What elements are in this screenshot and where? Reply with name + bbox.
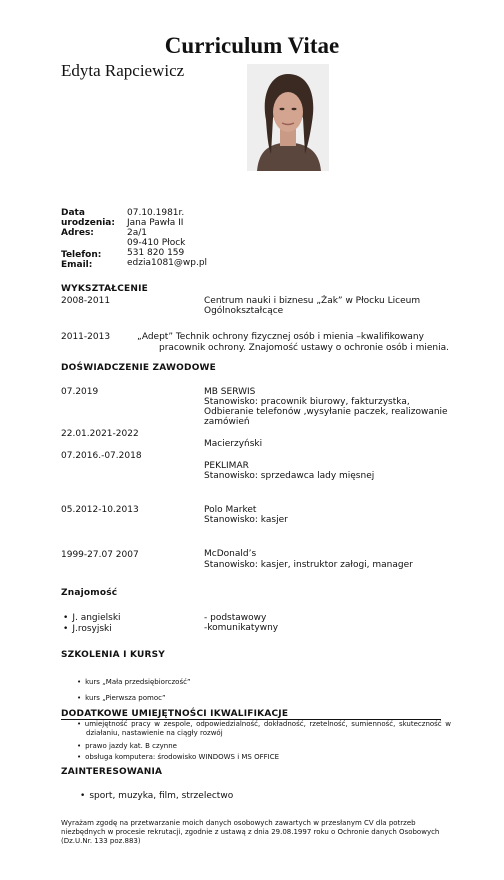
education-heading: WYKSZTAŁCENIE <box>61 284 148 294</box>
experience-line: Stanowisko: sprzedawca lady mięsnej <box>204 471 375 481</box>
experience-line: Stanowisko: pracownik biurowy, fakturzystka, <box>204 397 410 407</box>
language-level: -komunikatywny <box>204 623 279 633</box>
education-school: Centrum nauki i biznesu „Żak” w Płocku Liceum <box>204 296 421 306</box>
education-school: „Adept” Technik ochrony fizycznej osób i mienia –kwalifikowany <box>137 332 424 342</box>
experience-line: Odbieranie telefonów ,wysyłanie paczek, realizowanie <box>204 407 448 417</box>
experience-line: MB SERWIS <box>204 387 256 397</box>
profile-photo <box>247 64 329 171</box>
consent-line: Wyrażam zgodę na przetwarzanie moich danych osobowych zawartych w przesłanym CV dla potrzeb <box>61 819 416 827</box>
phone-label: Telefon: <box>61 250 102 260</box>
person-name: Edyta Rapciewicz <box>61 61 185 80</box>
interests-text: • sport, muzyka, film, strzelectwo <box>80 791 233 801</box>
language-name: • J.rosyjski <box>63 624 112 634</box>
address-line-3: 09-410 Płock <box>127 238 186 248</box>
education-period: 2008-2011 <box>61 296 111 306</box>
birth-date-label: Data <box>61 208 85 218</box>
consent-line: (Dz.U.Nr. 133 poz.883) <box>61 837 141 845</box>
experience-line: zamówień <box>204 417 250 427</box>
languages-heading: Znajomość <box>61 588 118 598</box>
experience-line: PEKLIMAR <box>204 461 249 471</box>
experience-period: 05.2012-10.2013 <box>61 505 139 515</box>
skills-heading: DODATKOWE UMIEJĘTNOŚCI IKWALIFIKACJE <box>61 709 441 720</box>
experience-line: McDonald’s <box>204 549 257 559</box>
phone-value: 531 820 159 <box>127 248 185 258</box>
language-name: • J. angielski <box>63 613 121 623</box>
education-school-cont: Ogólnokształcące <box>204 306 284 316</box>
email-label: Email: <box>61 260 93 270</box>
course-item: • kurs „Mała przedsiębiorczość” <box>77 678 191 687</box>
experience-period: 1999-27.07 2007 <box>61 550 139 560</box>
language-level: - podstawowy <box>204 613 267 623</box>
experience-line: Macierzyński <box>204 439 263 449</box>
address-line-1: Jana Pawła II <box>127 218 184 228</box>
skills-item <box>77 720 451 738</box>
courses-heading: SZKOLENIA I KURSY <box>61 650 166 660</box>
consent-line: niezbędnych w procesie rekrutacji, zgodnie z ustawą z dnia 29.08.1997 roku o Ochronie danych Osobowych <box>61 828 440 836</box>
experience-line: Polo Market <box>204 505 257 515</box>
address-line-2: 2a/1 <box>127 228 147 238</box>
experience-line: Stanowisko: kasjer <box>204 515 288 525</box>
email-value: edzia1081@wp.pl <box>127 258 208 268</box>
experience-period: 22.01.2021-2022 <box>61 429 139 439</box>
bullet-icon: • <box>77 720 82 728</box>
experience-period: 07.2016.-07.2018 <box>61 451 142 461</box>
interests-heading: ZAINTERESOWANIA <box>61 767 163 777</box>
skills-item-text: umiejętność pracy w zespole, odpowiedzialność, dokładność, rzetelność, sumienność, skuteczność w działaniu, nastawienie na ciągły rozwój <box>84 720 451 737</box>
experience-heading: DOŚWIADCZENIE ZAWODOWE <box>61 363 217 373</box>
education-school-cont: pracownik ochrony. Znajomość ustawy o ochronie osób i mienia. <box>159 343 449 353</box>
birth-label: urodzenia: <box>61 218 115 228</box>
address-label: Adres: <box>61 228 94 238</box>
education-period: 2011-2013 <box>61 332 111 342</box>
skills-item: • prawo jazdy kat. B czynne <box>77 742 177 751</box>
experience-period: 07.2019 <box>61 387 99 397</box>
course-item: • kurs „Pierwsza pomoc” <box>77 694 166 703</box>
skills-item: • obsługa komputera: środowisko WINDOWS i MS OFFICE <box>77 753 279 762</box>
document-title: Curriculum Vitae <box>164 33 340 58</box>
experience-line: Stanowisko: kasjer, instruktor załogi, manager <box>204 560 413 570</box>
birth-date-value: 07.10.1981r. <box>127 208 185 218</box>
